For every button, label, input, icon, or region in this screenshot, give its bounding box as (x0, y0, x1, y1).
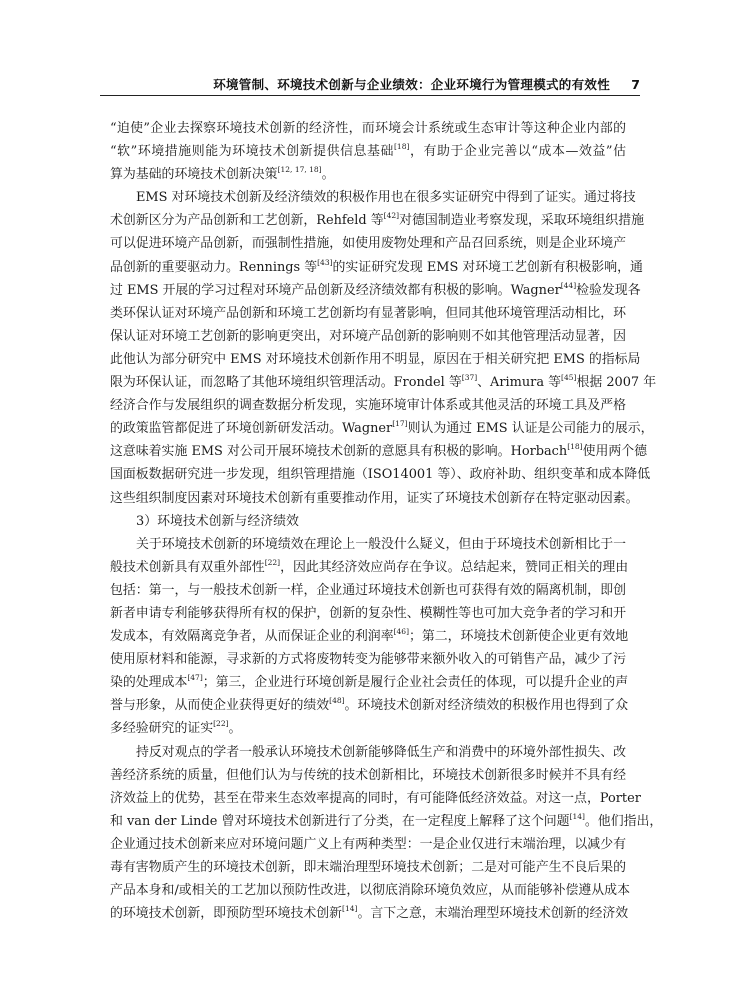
citation-ref: [18] (567, 442, 583, 452)
text-line (110, 440, 648, 463)
page-number: 7 (631, 76, 640, 92)
text-run: “软”环境措施则能为环境技术创新提供信息基础 (110, 144, 394, 160)
text-run: 的环境技术创新，即预防型环境技术创新 (110, 906, 343, 922)
text-run: 的实证研究发现 EMS 对环境工艺创新有积极影响，通 (332, 259, 643, 275)
citation-ref: [14] (342, 904, 358, 914)
text-run: ；第二，环境技术创新使企业更有效地 (409, 629, 629, 645)
text-line (110, 879, 630, 902)
text-line (110, 394, 626, 417)
text-run: 这意味着实施 EMS 对公司开展环境技术创新的意愿具有积极的影响。Horbach (110, 444, 568, 460)
citation-ref: [22] (264, 557, 281, 567)
text-line (110, 625, 629, 648)
text-run: 多经验研究的证实 (110, 721, 214, 737)
text-line (110, 487, 639, 510)
text-line (110, 256, 643, 279)
text-line (110, 209, 644, 232)
text-run: 对德国制造业考察发现，采取环境组织措施 (399, 213, 644, 229)
text-line (110, 117, 626, 140)
text-run: 限为环保认证，而忽略了其他环境组织管理活动。Frondel 等 (110, 375, 462, 391)
text-line (110, 902, 629, 925)
citation-ref: [12, 17, 18] (277, 165, 322, 175)
text-run: 经济合作与发展组织的调查数据分析发现，实施环境审计体系或其他灵活的环境工具及严格 (110, 398, 626, 414)
text-run: ，因此其经济效应尚存在争议。总结起来，赞同正相关的理由 (280, 559, 629, 575)
text-run: 般技术创新具有双重外部性 (110, 559, 265, 575)
citation-ref: [18] (394, 142, 410, 152)
text-run: 、Arimura 等 (477, 375, 562, 391)
text-line (110, 602, 626, 625)
text-line (110, 833, 626, 856)
citation-ref: [17] (392, 419, 408, 429)
citation-ref: [46] (393, 627, 409, 637)
text-line (110, 810, 663, 833)
text-run: 术创新区分为产品创新和工艺创新，Rehfeld 等 (110, 213, 384, 229)
text-run: 。言下之意，末端治理型环境技术创新的经济效 (357, 906, 629, 922)
text-line (110, 579, 626, 602)
text-run: 3）环境技术创新与经济绩效 (136, 513, 299, 529)
text-run: 根据 2007 年 (576, 375, 657, 391)
text-run: 则认为通过 EMS 认证是公司能力的展示， (407, 421, 654, 437)
text-run: “迫使”企业去探察环境技术创新的经济性，而环境会计系统或生态审计等这种企业内部的 (110, 121, 626, 136)
text-run: 和 van der Linde 曾对环境技术创新进行了分类，在一定程度上解释了这个问题 (110, 813, 570, 829)
text-run: 。 (228, 721, 242, 737)
text-run: 发成本，有效隔离竞争者，从而保证企业的利润率 (110, 629, 394, 645)
text-line (110, 279, 641, 302)
citation-ref: [42] (383, 211, 400, 221)
text-line (110, 371, 657, 394)
text-line (110, 856, 626, 879)
text-run: EMS 对环境技术创新及经济绩效的积极作用也在很多实证研究中得到了证实。通过将技 (136, 190, 636, 206)
citation-ref: [48] (329, 696, 345, 706)
citation-ref: [43] (317, 257, 333, 267)
text-run: 。环境技术创新对经济绩效的积极作用也得到了众 (344, 698, 629, 714)
text-line (110, 533, 626, 556)
text-run: 过 EMS 开展的学习过程对环境产品创新及经济绩效都有积极的影响。Wagner (110, 282, 561, 298)
text-run: 可以促进环境产品创新，而强制性措施，如使用废物处理和产品召回系统，则是企业环境产 (110, 236, 626, 252)
text-run: 算为基础的环境技术创新决策 (110, 167, 278, 183)
text-run: 此他认为部分研究中 EMS 对环境技术创新作用不明显，原因在于相关研究把 EMS 的指标局 (110, 351, 641, 367)
text-run: 关于环境技术创新的环境绩效在理论上一般没什么疑义，但由于环境技术创新相比于一 (136, 536, 626, 552)
text-line (110, 787, 641, 810)
text-line (110, 302, 626, 325)
text-run: 国面板数据研究进一步发现，组织管理措施（ISO14001 等）、政府补助、组织变革和成本降低 (110, 467, 651, 483)
text-line (110, 510, 626, 533)
text-run: 类环保认证对环境产品创新和环境工艺创新均有显著影响，但同其他环境管理活动相比，环 (110, 305, 626, 321)
text-run: 品创新的重要驱动力。Rennings 等 (110, 259, 318, 275)
text-run: 企业通过技术创新来应对环境问题广义上有两种类型：一是企业仅进行末端治理，以减少有 (110, 836, 626, 852)
text-line (110, 694, 629, 717)
text-line (110, 648, 626, 671)
text-run: 包括：第一，与一般技术创新一样，企业通过环境技术创新也可获得有效的隔离机制，即创 (110, 582, 626, 598)
text-line (110, 741, 626, 764)
text-line (110, 417, 654, 440)
running-header (100, 73, 640, 96)
text-line (110, 556, 629, 579)
text-run: 。 (321, 167, 335, 183)
text-run: 这些组织制度因素对环境技术创新有重要推动作用，证实了环境技术创新存在特定驱动因素。 (110, 490, 639, 506)
text-run: 使用原材料和能源，寻求新的方式将废物转变为能够带来额外收入的可销售产品，减少了污 (110, 652, 626, 668)
citation-ref: [47] (187, 673, 203, 683)
running-header-title: 环境管制、环境技术创新与企业绩效：企业环境行为管理模式的有效性 (213, 77, 610, 92)
text-run: 保认证对环境工艺创新的影响更突出，对环境产品创新的影响则不如其他管理活动显著，因 (110, 328, 626, 344)
citation-ref: [14] (569, 811, 585, 821)
text-run: 。他们指出， (584, 813, 663, 829)
text-run: ，有助于企业完善以“成本—效益”估 (409, 144, 626, 160)
text-line (110, 186, 636, 209)
citation-ref: [37] (461, 373, 478, 383)
text-run: 检验发现各 (576, 282, 641, 298)
text-run: 善经济系统的质量，但他们认为与传统的技术创新相比，环境技术创新很多时候并不具有经 (110, 767, 626, 783)
text-run: 济效益上的优势，甚至在带来生态效率提高的同时，有可能降低经济效益。对这一点，Porter (110, 790, 641, 806)
text-run: ；第三，企业进行环境创新是履行企业社会责任的体现，可以提升企业的声 (202, 675, 629, 691)
text-run: 染的处理成本 (110, 675, 188, 691)
citation-ref: [45] (561, 373, 577, 383)
citation-ref: [22] (213, 719, 229, 729)
text-line (110, 764, 626, 787)
text-line (110, 671, 629, 694)
body-text (110, 117, 663, 925)
text-run: 使用两个德 (582, 444, 648, 460)
text-line (110, 463, 651, 486)
text-line (110, 348, 641, 371)
text-run: 誉与形象，从而使企业获得更好的绩效 (110, 698, 330, 714)
text-run: 新者申请专利能够获得所有权的保护，创新的复杂性、模糊性等也可加大竞争者的学习和开 (110, 605, 626, 621)
text-line (110, 717, 626, 740)
text-run: 产品本身和/或相关的工艺加以预防性改进，以彻底消除环境负效应，从而能够补偿遵从成本 (110, 883, 630, 899)
text-line (110, 325, 626, 348)
text-line (110, 163, 626, 186)
text-line (110, 232, 626, 255)
text-line (110, 140, 626, 163)
text-run: 持反对观点的学者一般承认环境技术创新能够降低生产和消费中的环境外部性损失、改 (136, 744, 626, 760)
text-run: 的政策监管都促进了环境创新研发活动。Wagner (110, 421, 393, 437)
citation-ref: [44] (560, 280, 577, 290)
text-run: 毒有害物质产生的环境技术创新，即末端治理型环境技术创新；二是对可能产生不良后果的 (110, 860, 626, 875)
